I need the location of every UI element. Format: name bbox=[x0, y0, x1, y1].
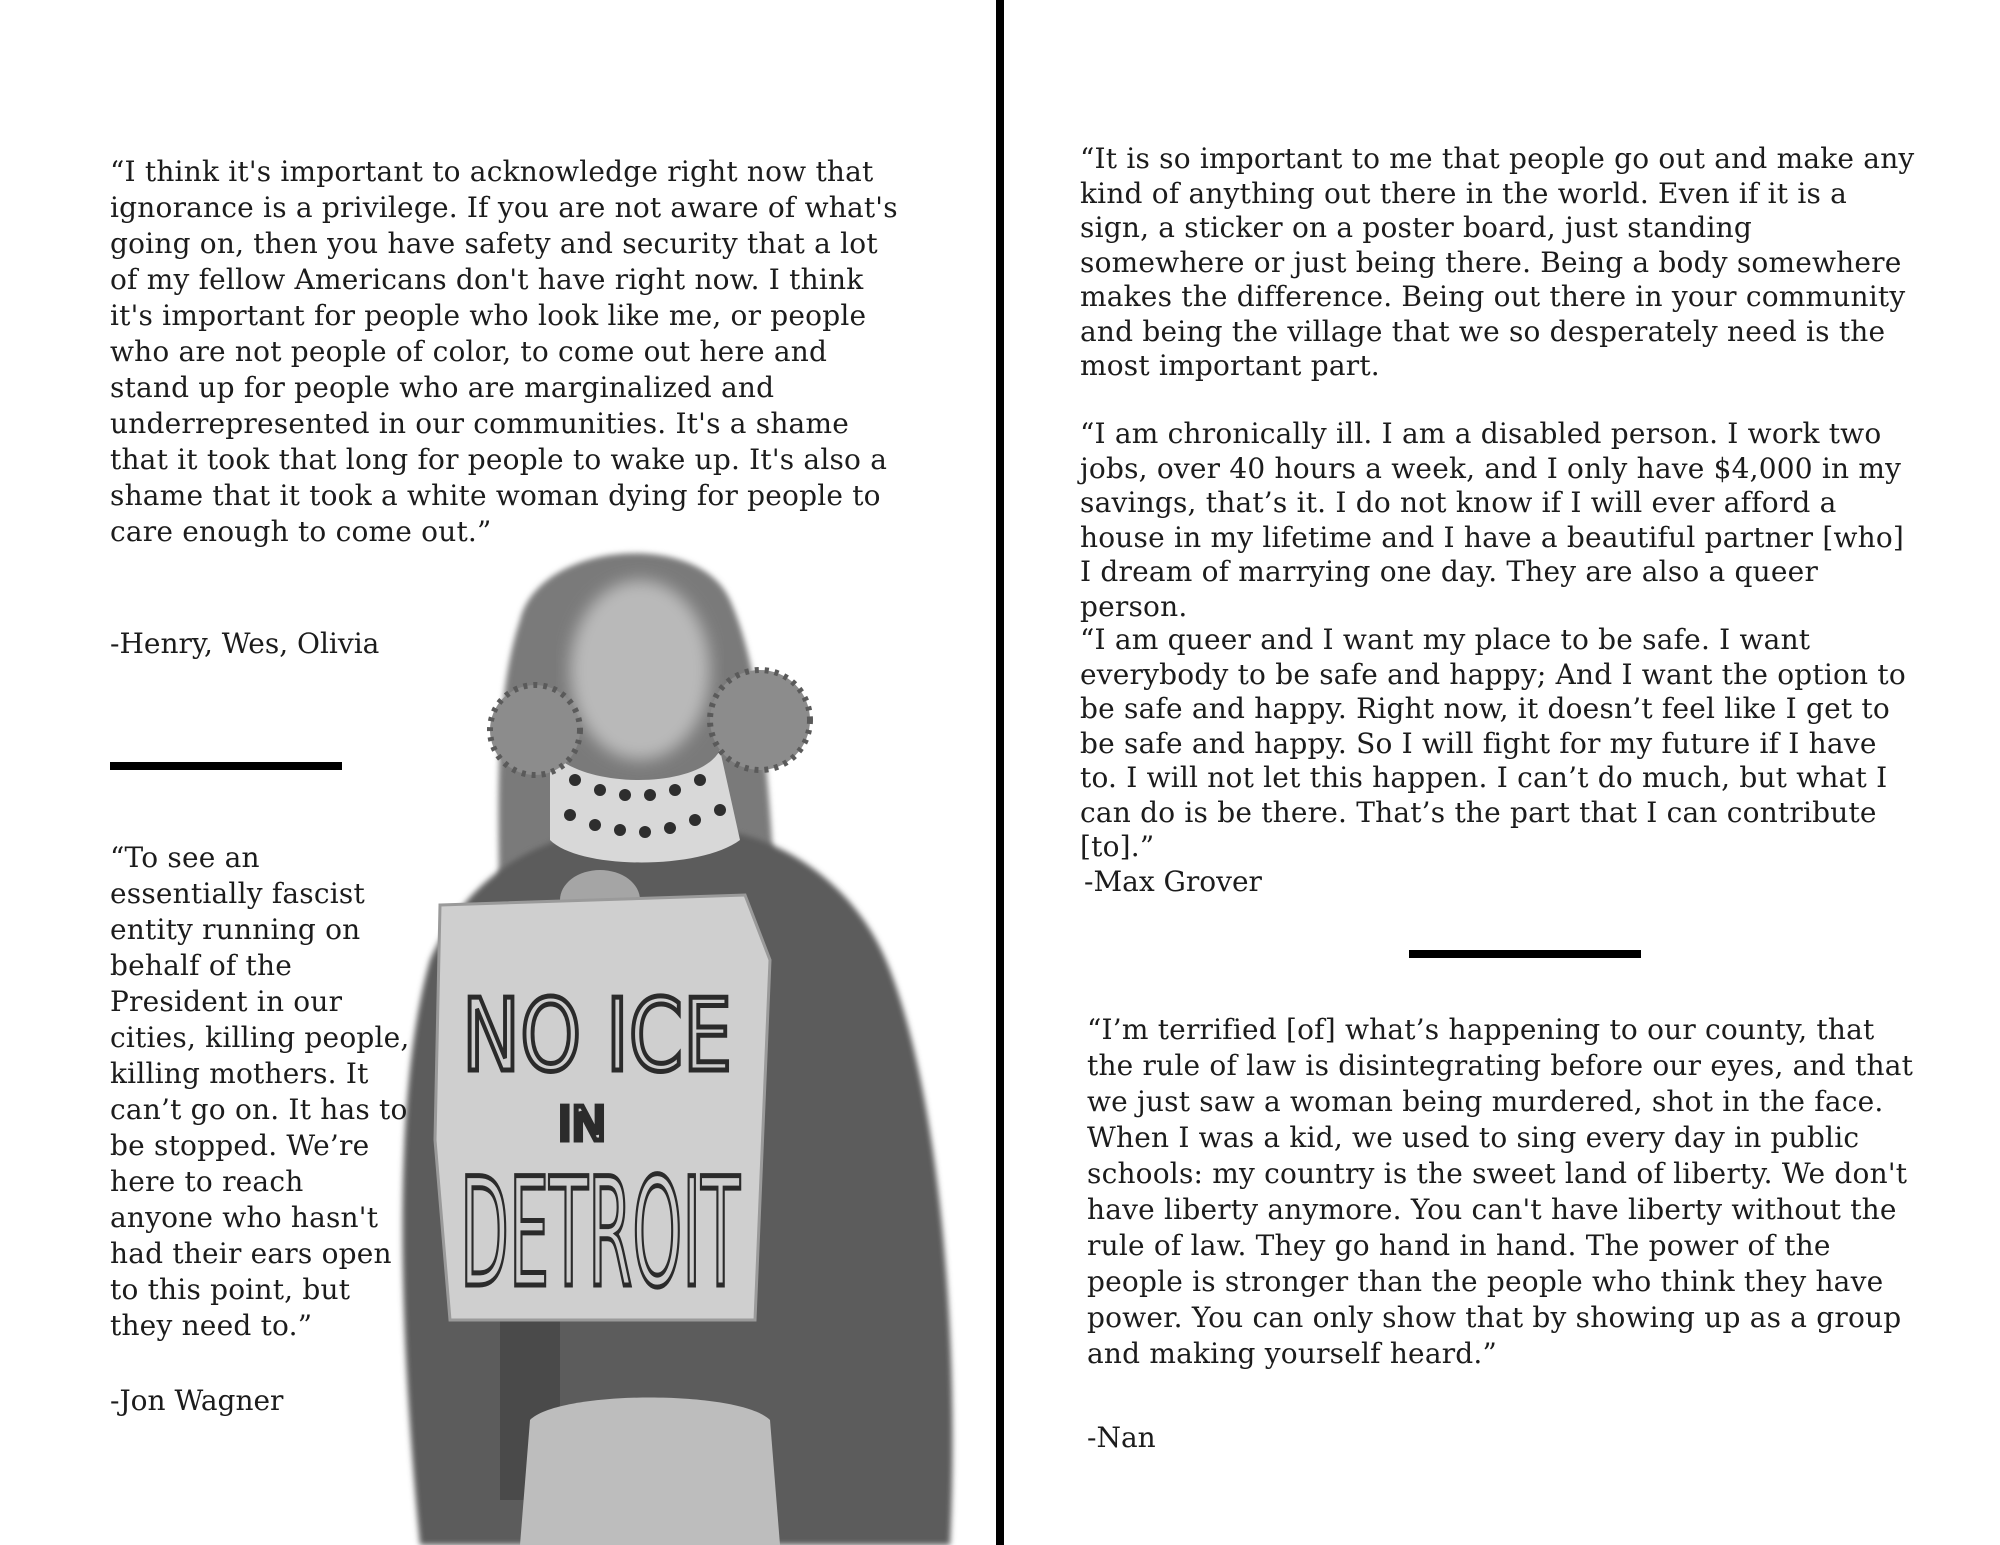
right-page bbox=[1004, 0, 2000, 1545]
earmuff-left bbox=[490, 685, 580, 775]
section-divider-left bbox=[110, 762, 342, 770]
attribution-henry-wes-olivia: -Henry, Wes, Olivia bbox=[110, 627, 380, 660]
quote-max-grover-part-2: “I am chronically ill. I am a disabled person. I work two jobs, over 40 hours a week, and I only have $4,000 in my savings, that’s it. I do not know if I will ever afford a house in my lifetime and I have a beautiful partner [who] I dream of marrying one day. They are also a queer person. bbox=[1080, 417, 1905, 623]
quote-nan: “I’m terrified [of] what’s happening to our county, that the rule of law is disintegrating before our eyes, and that we just saw a woman being murdered, shot in the face. When I was a kid, we used to sing every day in public schools: my country is the sweet land of liberty. We don't have liberty anymore. You can't have liberty without the rule of law. They go hand in hand. The power of the people is stronger than the people who think they have power. You can only show that by showing up as a group and making yourself heard.” bbox=[1087, 1013, 1914, 1370]
left-page bbox=[0, 0, 996, 1545]
earmuff-right bbox=[710, 670, 810, 770]
cardboard-sign bbox=[435, 895, 770, 1321]
blurred-face bbox=[570, 580, 710, 760]
attribution-max-grover: -Max Grover bbox=[1084, 865, 1262, 898]
page-spine bbox=[996, 0, 1004, 1545]
section-divider-right bbox=[1409, 950, 1641, 958]
bag bbox=[520, 1398, 780, 1545]
sign-line-1: NO ICE bbox=[462, 977, 732, 1094]
quote-jon-wagner: “To see an essentially fascist entity running on behalf of the President in our cities, killing people, killing mothers. It can’t go on. It has to be stopped. We’re here to reach anyone who hasn't had their ears open to this point, but they need to.” bbox=[110, 841, 410, 1342]
sign-line-2: IN bbox=[558, 1097, 606, 1151]
attribution-nan: -Nan bbox=[1087, 1421, 1156, 1454]
quote-henry-wes-olivia: “I think it's important to acknowledge right now that ignorance is a privilege. If you are not aware of what's going on, then you have safety and security that a lot of my fellow Americans don't have right now. I think it's important for people who look like me, or people who are not people of color, to come out here and stand up for people who are marginalized and underrepresented in our communities. It's a shame that it took that long for people to wake up. It's also a shame that it took a white woman dying for people to care enough to come out.” bbox=[110, 155, 898, 548]
quote-max-grover-part-1: “It is so important to me that people go out and make any kind of anything out there in the world. Even if it is a sign, a sticker on a poster board, just standing somewhere or just being there. Being a body somewhere makes the difference. Being out there in your community and being the village that we so desperately need is the most important part. bbox=[1080, 142, 1915, 382]
sign-line-3: DETROIT bbox=[460, 1147, 741, 1321]
attribution-jon-wagner: -Jon Wagner bbox=[110, 1384, 284, 1417]
quote-max-grover-part-3: “I am queer and I want my place to be safe. I want everybody to be safe and happy; And I want the option to be safe and happy. Right now, it doesn’t feel like I get to be safe and happy. So I will fight for my future if I have to. I will not let this happen. I can’t do much, but what I can do is be there. That’s the part that I can contribute [to].” bbox=[1080, 623, 1906, 863]
